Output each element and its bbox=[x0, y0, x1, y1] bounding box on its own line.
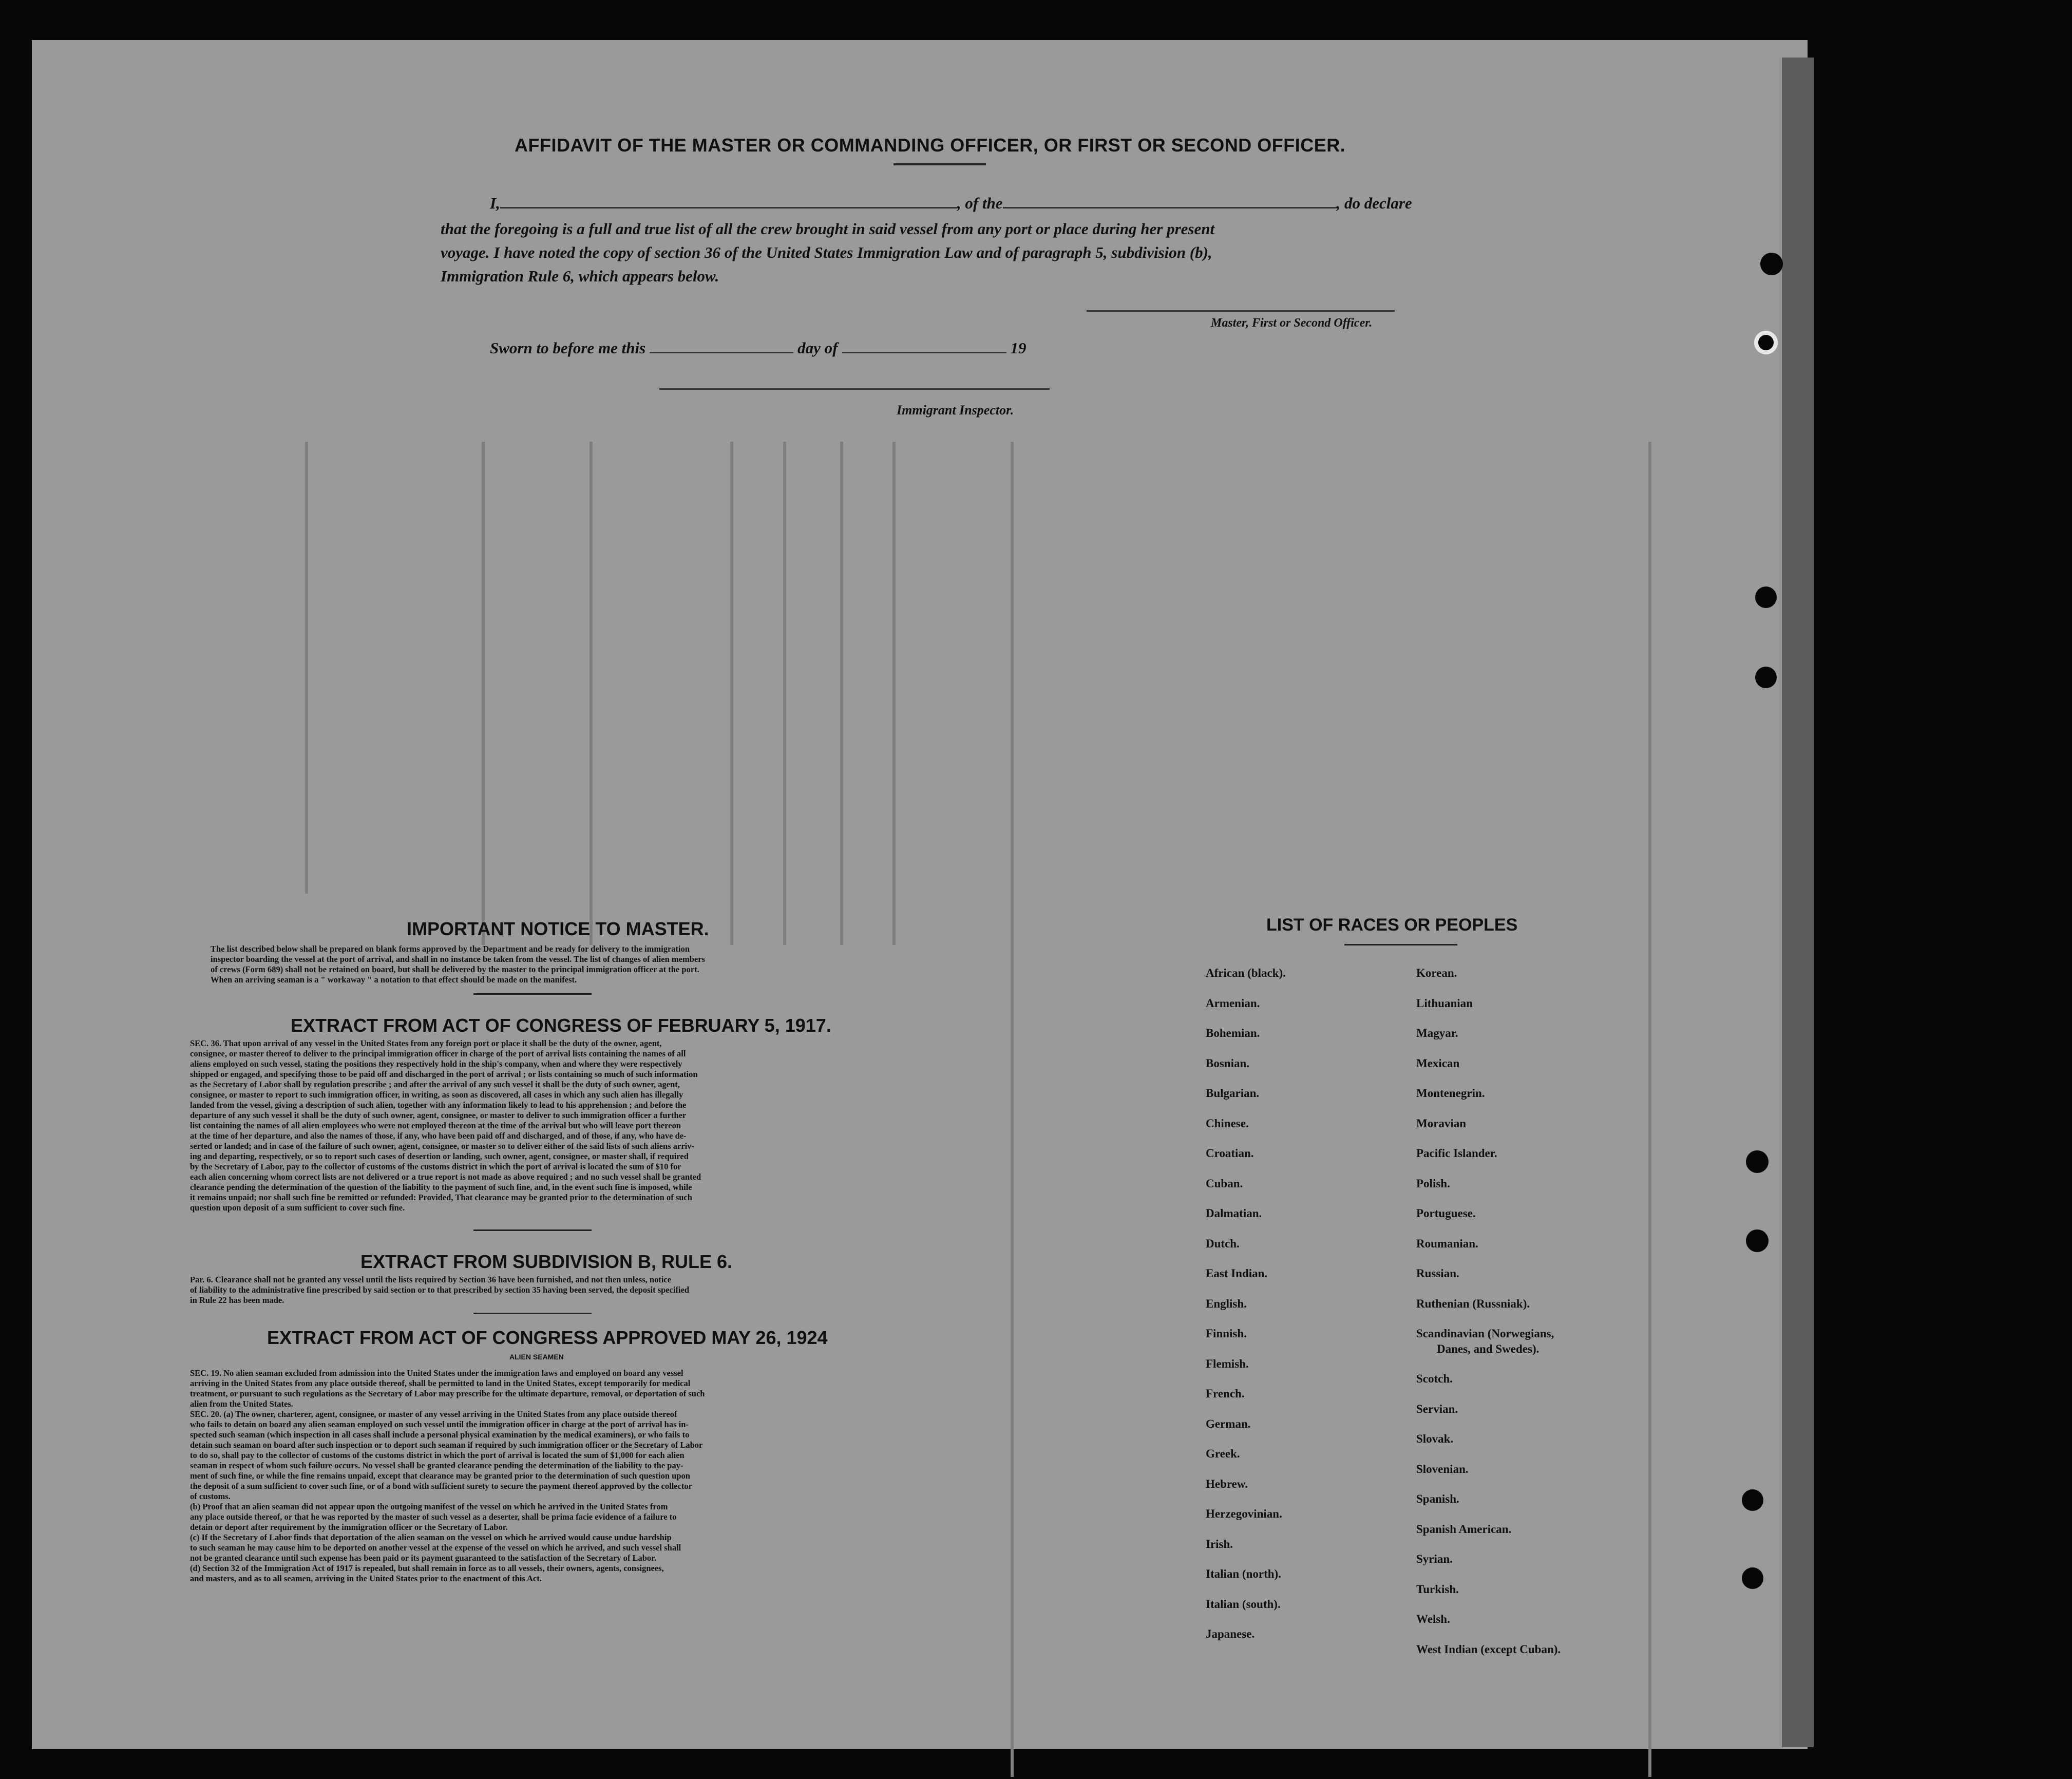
race-item: Moravian bbox=[1416, 1116, 1467, 1130]
inspector-signature-line bbox=[659, 388, 1050, 390]
declaration-line-4: Immigration Rule 6, which appears below. bbox=[441, 267, 719, 285]
act-1924-line: not be granted clearance until such expense has been paid or its payment guaranteed to the satisfaction of the Secretary of Labor. bbox=[190, 1553, 657, 1563]
act-1924-line: to such seaman he may cause him to be deported on another vessel at the expense of the vessel on which he arrived, and such vessel shall bbox=[190, 1543, 681, 1553]
declaration-of-the: , of the bbox=[957, 194, 1003, 212]
notice-line: The list described below shall be prepared on blank forms approved by the Department and be ready for delivery to the immigration bbox=[211, 944, 690, 954]
bleed-column bbox=[590, 442, 593, 945]
notice-title: IMPORTANT NOTICE TO MASTER. bbox=[407, 918, 709, 939]
notice-line: When an arriving seaman is a " workaway " a notation to that effect should be made on the manifest. bbox=[211, 975, 577, 985]
race-item: Turkish. bbox=[1416, 1582, 1459, 1596]
race-item: West Indian (except Cuban). bbox=[1416, 1642, 1561, 1656]
race-item: Montenegrin. bbox=[1416, 1087, 1485, 1100]
race-item: Japanese. bbox=[1206, 1627, 1255, 1640]
binder-hole bbox=[1742, 1567, 1763, 1589]
title-rule bbox=[894, 163, 986, 165]
race-item: Portuguese. bbox=[1416, 1207, 1476, 1220]
race-item: Slovenian. bbox=[1416, 1462, 1469, 1475]
act-1924-line: who fails to detain on board any alien seaman employed on such vessel until the immigration officer in charge at the port of arrival has in- bbox=[190, 1420, 689, 1429]
act-1917-line: SEC. 36. That upon arrival of any vessel in the United States from any foreign port or place it shall be the duty of the owner, agent, bbox=[190, 1038, 662, 1048]
races-title: LIST OF RACES OR PEOPLES bbox=[1266, 915, 1518, 935]
race-item: Korean. bbox=[1416, 967, 1457, 979]
binder-hole bbox=[1760, 253, 1783, 275]
bleed-column bbox=[783, 442, 786, 945]
race-item: Flemish. bbox=[1206, 1357, 1249, 1370]
races-left-column bbox=[1206, 967, 1286, 1658]
bleed-column bbox=[730, 442, 733, 945]
race-item: Danes, and Swedes). bbox=[1437, 1342, 1539, 1355]
race-item: Finnish. bbox=[1206, 1327, 1247, 1340]
race-item: Greek. bbox=[1206, 1447, 1240, 1460]
sworn-year: 19 bbox=[1010, 339, 1027, 357]
race-item: Pacific Islander. bbox=[1416, 1147, 1497, 1160]
race-item: Dalmatian. bbox=[1206, 1207, 1262, 1220]
act-1924-body bbox=[190, 1368, 960, 1584]
race-item: Spanish. bbox=[1416, 1492, 1459, 1505]
race-item: Italian (south). bbox=[1206, 1597, 1281, 1611]
affidavit-title: AFFIDAVIT OF THE MASTER OR COMMANDING OFFICER, OR FIRST OR SECOND OFFICER. bbox=[515, 135, 1346, 156]
rule-6-body bbox=[190, 1275, 960, 1305]
race-item: Croatian. bbox=[1206, 1147, 1254, 1160]
race-item: Servian. bbox=[1416, 1402, 1458, 1415]
binder-hole bbox=[1746, 1150, 1769, 1173]
bleed-column bbox=[1648, 442, 1651, 1777]
act-1924-line: the deposit of a sum sufficient to cover such fine, or of a bond with sufficient surety to secure the payment thereof approved by the collector bbox=[190, 1481, 693, 1491]
race-item: Syrian. bbox=[1416, 1553, 1453, 1565]
race-item: Russian. bbox=[1416, 1267, 1459, 1280]
act-1917-line: ing and departing, respectively, or so to report such cases of desertion or landing, such owner, agent, consignee, or master shall, if required bbox=[190, 1151, 689, 1161]
title-rule bbox=[1344, 944, 1457, 945]
day-blank bbox=[650, 352, 793, 353]
signature-label: Master, First or Second Officer. bbox=[1211, 316, 1373, 330]
act-1924-line: detain or deport after requirement by the immigration officer or the Secretary of Labor. bbox=[190, 1522, 508, 1532]
race-item: Cuban. bbox=[1206, 1177, 1243, 1190]
act-1924-line: and masters, and as to all seamen, arriving in the United States prior to the enactment of this Act. bbox=[190, 1574, 542, 1583]
race-item: Lithuanian bbox=[1416, 996, 1473, 1010]
binder-hole bbox=[1742, 1489, 1763, 1511]
race-item: French. bbox=[1206, 1387, 1245, 1400]
act-1917-line: landed from the vessel, giving a description of such alien, together with any information likely to lead to his apprehension ; and before the bbox=[190, 1100, 687, 1110]
act-1924-line: SEC. 19. No alien seaman excluded from admission into the United States under the immigration laws and employed on board any vessel bbox=[190, 1368, 683, 1378]
binder-hole bbox=[1746, 1229, 1769, 1252]
act-1924-line: detain such seaman on board after such inspection or to deport such seaman if required by such immigration officer or the Secretary of Labor bbox=[190, 1440, 703, 1450]
act-1917-line: each alien concerning whom correct lists are not delivered or a true report is not made as above required ; and no such vessel shall be granted bbox=[190, 1172, 701, 1182]
race-item: East Indian. bbox=[1206, 1267, 1268, 1280]
races-right-column bbox=[1416, 967, 1561, 1673]
act-1924-line: (c) If the Secretary of Labor finds that deportation of the alien seaman on the vessel on which he arrived would cause undue hardship bbox=[190, 1532, 672, 1542]
race-item: Bulgarian. bbox=[1206, 1087, 1260, 1100]
act-1917-line: as the Secretary of Labor shall by regulation prescribe ; and after the arrival of any such vessel it shall be the duty of such owner, agent, bbox=[190, 1080, 680, 1089]
binder-hole bbox=[1755, 667, 1777, 688]
section-rule bbox=[473, 993, 592, 995]
race-item: Chinese. bbox=[1206, 1116, 1249, 1130]
rule-6-line: Par. 6. Clearance shall not be granted any vessel until the lists required by Section 36 have been furnished, and not then unless, notice bbox=[190, 1275, 672, 1284]
declaration-line-1 bbox=[490, 194, 1412, 213]
race-item: Herzegovinian. bbox=[1206, 1507, 1282, 1520]
act-1924-line: of customs. bbox=[190, 1491, 231, 1501]
sworn-day-of: day of bbox=[797, 339, 838, 357]
page-edge bbox=[1782, 58, 1814, 1747]
race-item: Armenian. bbox=[1206, 996, 1260, 1010]
act-1917-line: consignee, or master to report to such immigration officer, in writing, as soon as discovered, all cases in which any such alien has illegally bbox=[190, 1090, 683, 1100]
race-item: Polish. bbox=[1416, 1177, 1450, 1190]
bleed-column bbox=[840, 442, 843, 945]
section-rule bbox=[473, 1313, 592, 1314]
sworn-line bbox=[490, 339, 1027, 357]
month-blank bbox=[842, 352, 1006, 353]
race-item: Mexican bbox=[1416, 1056, 1460, 1070]
race-item: Scotch. bbox=[1416, 1372, 1453, 1385]
act-1917-line: list containing the names of all alien employees who were not employed thereon at the time of the arrival but who will leave port thereon bbox=[190, 1121, 681, 1130]
race-item: Ruthenian (Russniak). bbox=[1416, 1297, 1530, 1310]
act-1924-title: EXTRACT FROM ACT OF CONGRESS APPROVED MAY 26, 1924 bbox=[267, 1327, 828, 1348]
rule-6-line: of liability to the administrative fine prescribed by said section or to that prescribed by section 35 having been served, the deposit specified bbox=[190, 1285, 690, 1295]
act-1924-line: alien from the United States. bbox=[190, 1399, 293, 1409]
race-item: African (black). bbox=[1206, 967, 1286, 979]
act-1917-title: EXTRACT FROM ACT OF CONGRESS OF FEBRUARY 5, 1917. bbox=[291, 1015, 831, 1036]
declaration-i: I, bbox=[490, 194, 500, 212]
act-1917-line: at the time of her departure, and also the names of those, if any, who have been paid off and discharged, and of those, if any, who have de- bbox=[190, 1131, 687, 1141]
act-1917-line: aliens employed on such vessel, stating the positions they respectively hold in the ship's company, when and where they were respectively bbox=[190, 1059, 682, 1069]
bleed-column bbox=[482, 442, 485, 945]
act-1924-line: to do so, shall pay to the collector of customs of the customs district in which the port of arrival is located the sum of $1,000 for each alien bbox=[190, 1450, 685, 1460]
race-item: Spanish American. bbox=[1416, 1522, 1512, 1536]
race-item: Italian (north). bbox=[1206, 1567, 1281, 1580]
rule-6-line: in Rule 22 has been made. bbox=[190, 1295, 284, 1305]
act-1924-line: (d) Section 32 of the Immigration Act of 1917 is repealed, but shall remain in force as to all vessels, their owners, agents, consignees, bbox=[190, 1563, 664, 1573]
race-item: Roumanian. bbox=[1416, 1237, 1478, 1250]
binder-hole bbox=[1754, 331, 1778, 354]
declaration-do-declare: , do declare bbox=[1336, 194, 1412, 212]
act-1917-line: by the Secretary of Labor, pay to the collector of customs of the customs district in which the port of arrival is located the sum of $10 for bbox=[190, 1162, 681, 1171]
notice-line: inspector boarding the vessel at the port of arrival, and shall in no instance be taken from the vessel. The list of changes of alien members bbox=[211, 954, 705, 964]
declaration-line-2: that the foregoing is a full and true list of all the crew brought in said vessel from any port or place during her present bbox=[441, 220, 1215, 238]
race-item: Scandinavian (Norwegians, bbox=[1416, 1327, 1554, 1340]
section-rule bbox=[473, 1229, 592, 1231]
act-1924-line: spected such seaman (which inspection in all cases shall include a personal physical examination by the medical examiners), or who fails to bbox=[190, 1430, 690, 1440]
notice-line: of crews (Form 689) shall not be retained on board, but shall be delivered by the master to the principal immigration officer at the port. bbox=[211, 964, 699, 974]
bleed-column bbox=[1011, 442, 1014, 1777]
name-blank bbox=[500, 207, 957, 209]
act-1924-line: seaman in respect of whom such failure occurs. No vessel shall be granted clearance pending the determination of the liability to the pay- bbox=[190, 1461, 683, 1470]
race-item: Bosnian. bbox=[1206, 1056, 1250, 1070]
race-item: Slovak. bbox=[1416, 1432, 1454, 1445]
race-item: Dutch. bbox=[1206, 1237, 1240, 1250]
rule-6-title: EXTRACT FROM SUBDIVISION B, RULE 6. bbox=[360, 1251, 733, 1272]
act-1924-line: any place outside thereof, or that he was reported by the master of such vessel as a deserter, shall be prima facie evidence of a failure to bbox=[190, 1512, 677, 1522]
act-1917-line: question upon deposit of a sum sufficient to cover such fine. bbox=[190, 1203, 405, 1213]
sworn-text: Sworn to before me this bbox=[490, 339, 646, 357]
act-1917-line: shipped or engaged, and specifying those to be paid off and discharged in the port of arrival ; or lists containing so much of such information bbox=[190, 1069, 698, 1079]
bleed-column bbox=[305, 442, 308, 894]
race-item: German. bbox=[1206, 1417, 1251, 1430]
race-item: Welsh. bbox=[1416, 1613, 1450, 1625]
act-1924-line: treatment, or pursuant to such regulations as the Secretary of Labor may prescribe for the ultimate departure, removal, or deportation of such bbox=[190, 1389, 705, 1398]
race-item: Magyar. bbox=[1416, 1027, 1458, 1039]
act-1917-line: departure of any such vessel it shall be the duty of such owner, agent, consignee, or master to deliver to such immigration officer a further bbox=[190, 1110, 687, 1120]
binder-hole bbox=[1755, 586, 1777, 608]
act-1924-line: ment of such fine, or while the fine remains unpaid, except that clearance may be granted prior to the determination of such question upon bbox=[190, 1471, 690, 1481]
notice-body bbox=[211, 944, 960, 985]
vessel-blank bbox=[1003, 207, 1337, 209]
act-1924-line: arriving in the United States from any place outside thereof, shall be permitted to land in the United States, except temporarily for medical bbox=[190, 1378, 691, 1388]
inspector-label: Immigrant Inspector. bbox=[897, 403, 1014, 418]
act-1917-line: serted or landed; and in case of the failure of such owner, agent, consignee, or master so to deliver either of the said lists of such aliens arriv- bbox=[190, 1141, 694, 1151]
race-item: Bohemian. bbox=[1206, 1027, 1260, 1039]
act-1917-line: consignee, or master thereof to deliver to the principal immigration officer in charge of the port of arrival lists containing the names of all bbox=[190, 1049, 686, 1058]
act-1917-line: clearance pending the determination of the question of the liability to the payment of such fine, and, in the event such fine is imposed, while bbox=[190, 1182, 692, 1192]
act-1924-line: (b) Proof that an alien seaman did not appear upon the outgoing manifest of the vessel on which he arrived in the United States from bbox=[190, 1502, 668, 1511]
race-item: Irish. bbox=[1206, 1537, 1233, 1550]
act-1924-subtitle: ALIEN SEAMEN bbox=[509, 1353, 564, 1361]
act-1917-body bbox=[190, 1038, 960, 1213]
signature-line bbox=[1087, 310, 1395, 312]
act-1917-line: it remains unpaid; nor shall such fine be remitted or refunded: Provided, That clearance may be granted prior to the determination of such bbox=[190, 1193, 692, 1202]
act-1924-line: SEC. 20. (a) The owner, charterer, agent, consignee, or master of any vessel arriving in the United States from any place outside thereof bbox=[190, 1409, 677, 1419]
declaration-line-3: voyage. I have noted the copy of section 36 of the United States Immigration Law and of paragraph 5, subdivision (b), bbox=[441, 243, 1212, 261]
race-item: Hebrew. bbox=[1206, 1477, 1248, 1490]
race-item: English. bbox=[1206, 1297, 1247, 1310]
bleed-column bbox=[892, 442, 896, 945]
